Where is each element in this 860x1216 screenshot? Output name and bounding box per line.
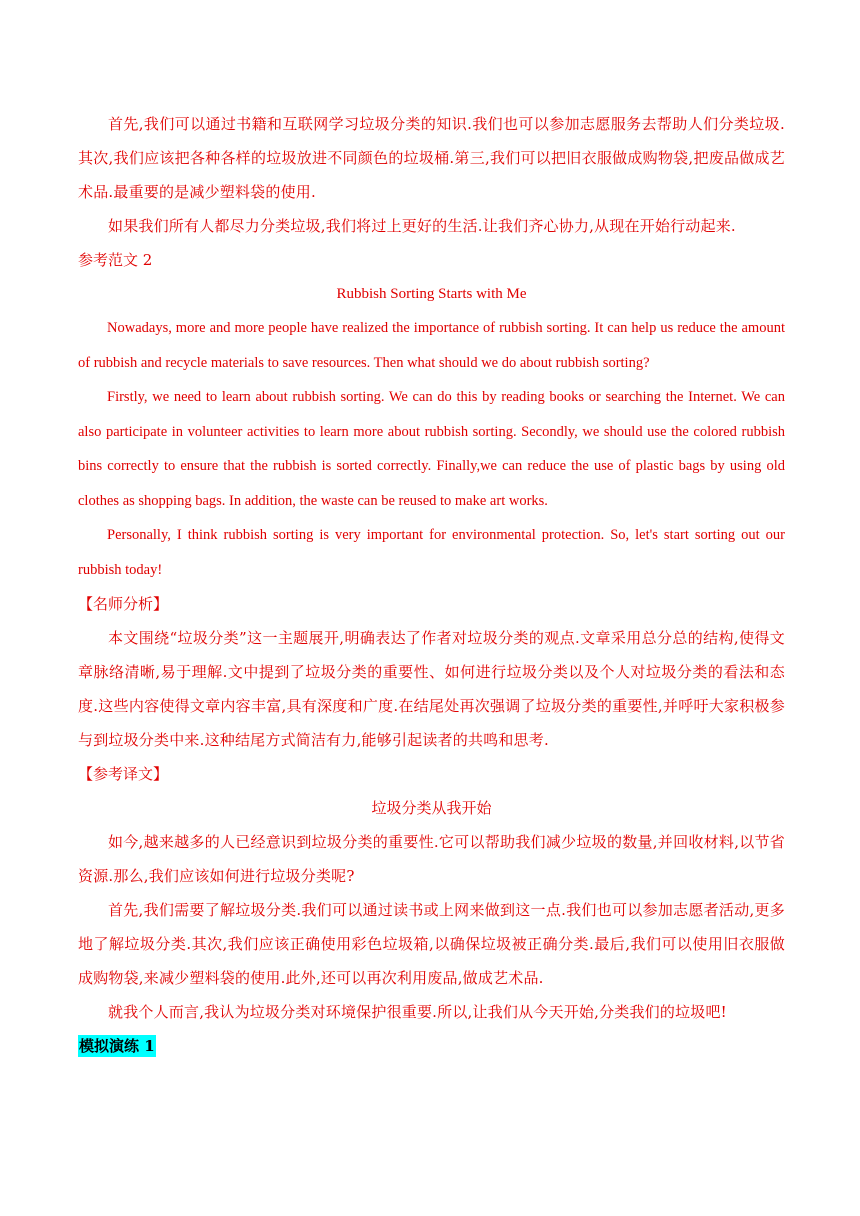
- translation-paragraph-1: 如今,越来越多的人已经意识到垃圾分类的重要性.它可以帮助我们减少垃圾的数量,并回收材料,以节省资源.那么,我们应该如何进行垃圾分类呢?: [78, 833, 785, 885]
- practice-heading: 模拟演练 1: [79, 1037, 155, 1055]
- cn-essay-paragraph-1: 首先,我们可以通过书籍和互联网学习垃圾分类的知识.我们也可以参加志愿服务去帮助人们分类垃圾.其次,我们应该把各种各样的垃圾放进不同颜色的垃圾桶.第三,我们可以把旧衣服做成购物袋,把废品做成艺术品.最重要的是减少塑料袋的使用.: [78, 115, 785, 201]
- cn-essay-paragraph-2: 如果我们所有人都尽力分类垃圾,我们将过上更好的生活.让我们齐心协力,从现在开始行动起来.: [108, 217, 736, 235]
- sample-2-paragraph-1: Nowadays, more and more people have realized the importance of rubbish sorting. It can help us reduce the amount of rubbish and recycle materials to save resources. Then what should we do about rubbish sorting?: [78, 320, 785, 371]
- translation-paragraph-2: 首先,我们需要了解垃圾分类.我们可以通过读书或上网来做到这一点.我们也可以参加志愿者活动,更多地了解垃圾分类.其次,我们应该正确使用彩色垃圾箱,以确保垃圾被正确分类.最后,我们可以使用旧衣服做成购物袋,来减少塑料袋的使用.此外,还可以再次利用废品,做成艺术品.: [78, 901, 785, 987]
- sample-2-label: 参考范文 2: [78, 251, 153, 269]
- analysis-text: 本文围绕“垃圾分类”这一主题展开,明确表达了作者对垃圾分类的观点.文章采用总分总的结构,使得文章脉络清晰,易于理解.文中提到了垃圾分类的重要性、如何进行垃圾分类以及个人对垃圾分类的看法和态度.这些内容使得文章内容丰富,具有深度和广度.在结尾处再次强调了垃圾分类的重要性,并呼吁大家积极参与到垃圾分类中来.这种结尾方式简洁有力,能够引起读者的共鸣和思考.: [78, 629, 785, 749]
- practice-heading-row: [78, 1029, 785, 1057]
- sample-2-title: Rubbish Sorting Starts with Me: [336, 286, 527, 302]
- document-body: [78, 107, 785, 1057]
- analysis-label: 【名师分析】: [78, 595, 169, 613]
- translation-title: 垃圾分类从我开始: [371, 799, 492, 817]
- translation-label: 【参考译文】: [78, 765, 169, 783]
- translation-paragraph-3: 就我个人而言,我认为垃圾分类对环境保护很重要.所以,让我们从今天开始,分类我们的垃圾吧!: [108, 1003, 727, 1021]
- sample-2-paragraph-2: Firstly, we need to learn about rubbish sorting. We can do this by reading books or searching the Internet. We can also participate in volunteer activities to learn more about rubbish sorting. Secondly, we should use the colored rubbish bins correctly to ensure that the rubbish is sorted correctly. Finally,we can reduce the use of plastic bags by using old clothes as shopping bags. In addition, the waste can be reused to make art works.: [78, 389, 785, 509]
- sample-2-paragraph-3: Personally, I think rubbish sorting is very important for environmental protection. So, let's start sorting out our rubbish today!: [78, 527, 785, 578]
